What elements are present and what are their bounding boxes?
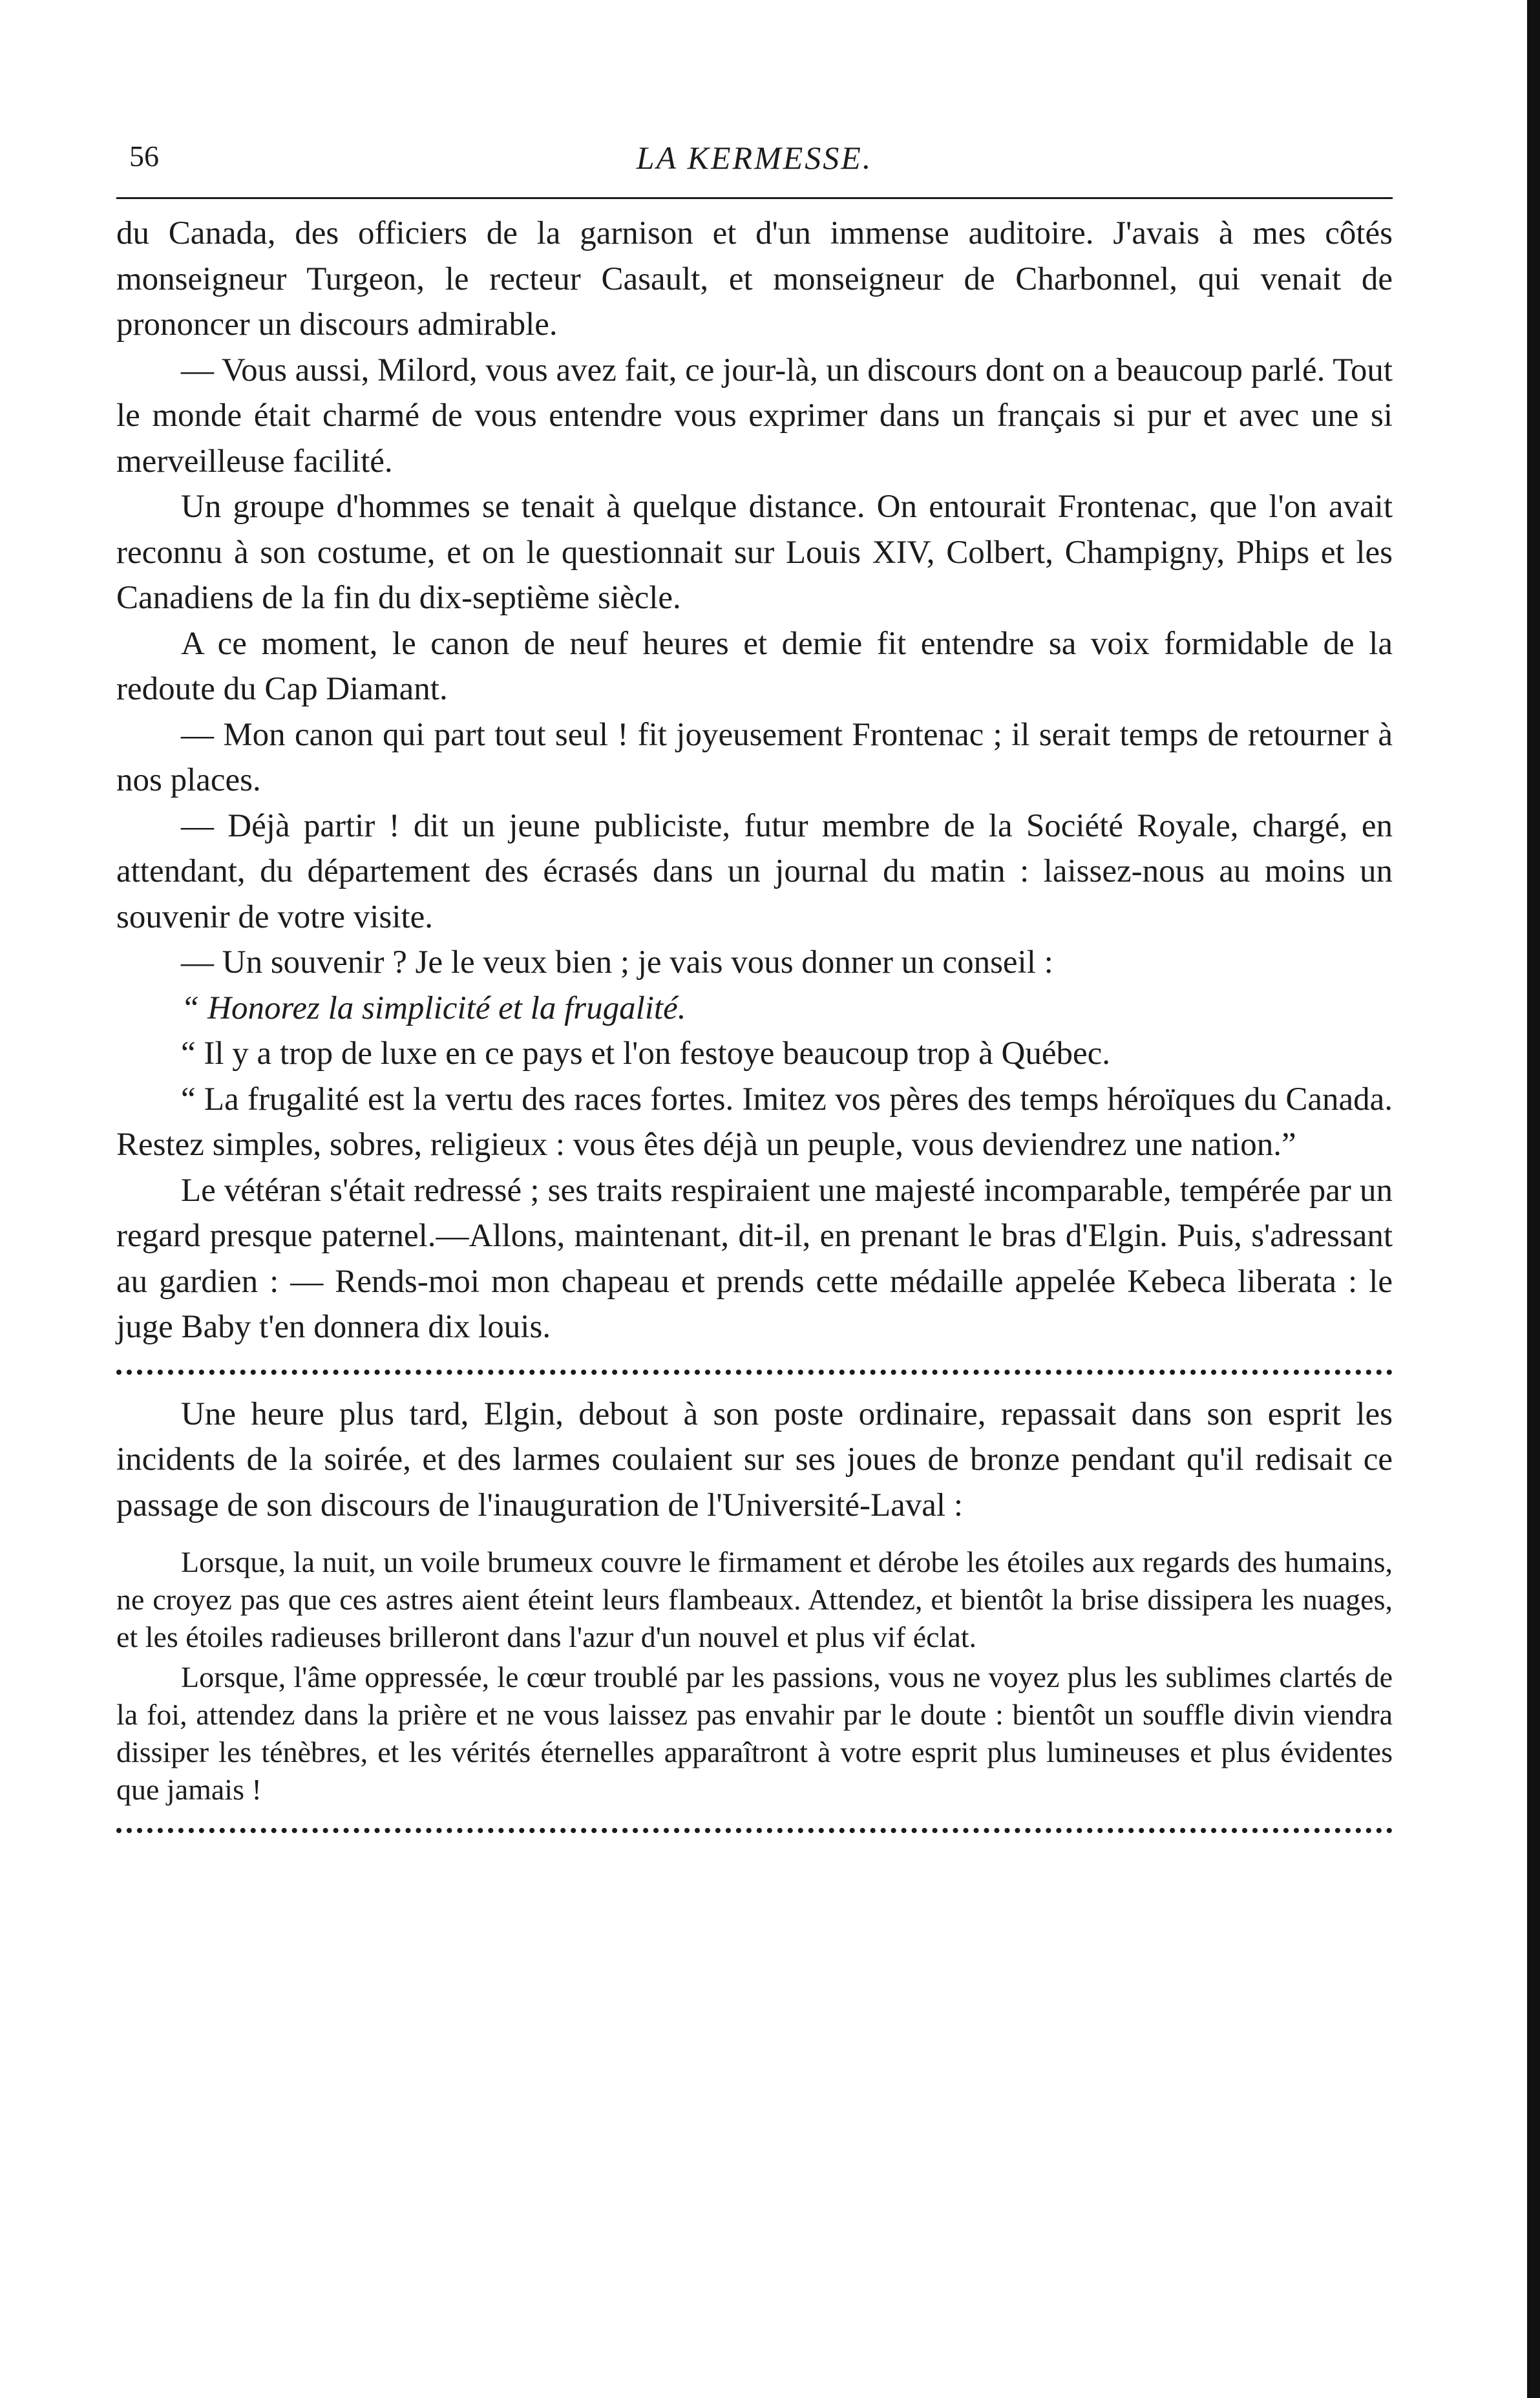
page-number: 56 [129,140,159,173]
page-header [116,139,1393,184]
paragraph-italic: “ Honorez la simplicité et la frugalité. [181,990,686,1026]
book-page [116,139,1393,1850]
paragraph: “ Il y a trop de luxe en ce pays et l'on festoye beaucoup trop à Québec. [181,1035,1111,1072]
paragraph: — Mon canon qui part tout seul ! fit joyeusement Frontenac ; il serait temps de retourner à nos places. [116,716,1393,798]
body-text [116,211,1393,1350]
paragraph: Un groupe d'hommes se tenait à quelque distance. On entourait Frontenac, que l'on avait reconnu à son costume, et on le questionnait sur Louis XIV, Colbert, Champigny, Phips et les Canadiens de la fin du dix-septième siècle. [116,489,1393,616]
paragraph: Une heure plus tard, Elgin, debout à son poste ordinaire, repassait dans son esprit les incidents de la soirée, et des larmes coulaient sur ses joues de bronze pendant qu'il redisait ce passage de son discours de l'inauguration de l'Université-Laval : [116,1395,1393,1523]
paragraph: A ce moment, le canon de neuf heures et demie fit entendre sa voix formidable de la redoute du Cap Diamant. [116,625,1393,707]
body-text-continued [116,1392,1393,1529]
quote-paragraph: Lorsque, l'âme oppressée, le cœur troublé par les passions, vous ne voyez plus les sublimes clartés de la foi, attendez dans la prière et ne vous laissez pas envahir par le doute : bientôt un souffle divin viendra dissiper les ténèbres, et les vérités éternelles apparaîtront à votre esprit plus lumineuses et plus évidentes que jamais ! [116,1661,1393,1806]
paragraph: “ La frugalité est la vertu des races fortes. Imitez vos pères des temps héroïques du Canada. Restez simples, sobres, religieux : vous êtes déjà un peuple, vous deviendrez une nation.” [116,1081,1393,1163]
dotted-separator-end [116,1828,1393,1833]
page-edge-shadow [1527,0,1540,2398]
dotted-separator [116,1370,1393,1375]
paragraph: — Déjà partir ! dit un jeune publiciste, futur membre de la Société Royale, chargé, en attendant, du département des écrasés dans un journal du matin : laissez-nous au moins un souvenir de votre visite. [116,807,1393,935]
paragraph: — Vous aussi, Milord, vous avez fait, ce jour-là, un discours dont on a beaucoup parlé. Tout le monde était charmé de vous entendre vous exprimer dans un français si pur et avec une si merveilleuse facilité. [116,352,1393,480]
paragraph: du Canada, des officiers de la garnison et d'un immense auditoire. J'avais à mes côtés monseigneur Turgeon, le recteur Casault, et monseigneur de Charbonnel, qui venait de prononcer un discours admirable. [116,215,1393,343]
quote-paragraph: Lorsque, la nuit, un voile brumeux couvre le firmament et dérobe les étoiles aux regards des humains, ne croyez pas que ces astres aient éteint leurs flambeaux. Attendez, et bientôt la brise dissipera les nuages, et les étoiles radieuses brilleront dans l'azur d'un nouvel et plus vif éclat. [116,1545,1393,1653]
quoted-passage [116,1544,1393,1809]
paragraph: Le vétéran s'était redressé ; ses traits respiraient une majesté incomparable, tempérée par un regard presque paternel.—Allons, maintenant, dit-il, en prenant le bras d'Elgin. Puis, s'adressant au gardien : — Rends-moi mon chapeau et prends cette médaille appelée Kebeca liberata : le juge Baby t'en donnera dix louis. [116,1172,1393,1345]
paragraph: — Un souvenir ? Je le veux bien ; je vais vous donner un conseil : [181,944,1053,981]
header-rule [116,197,1393,199]
running-title: LA KERMESSE. [636,140,873,176]
